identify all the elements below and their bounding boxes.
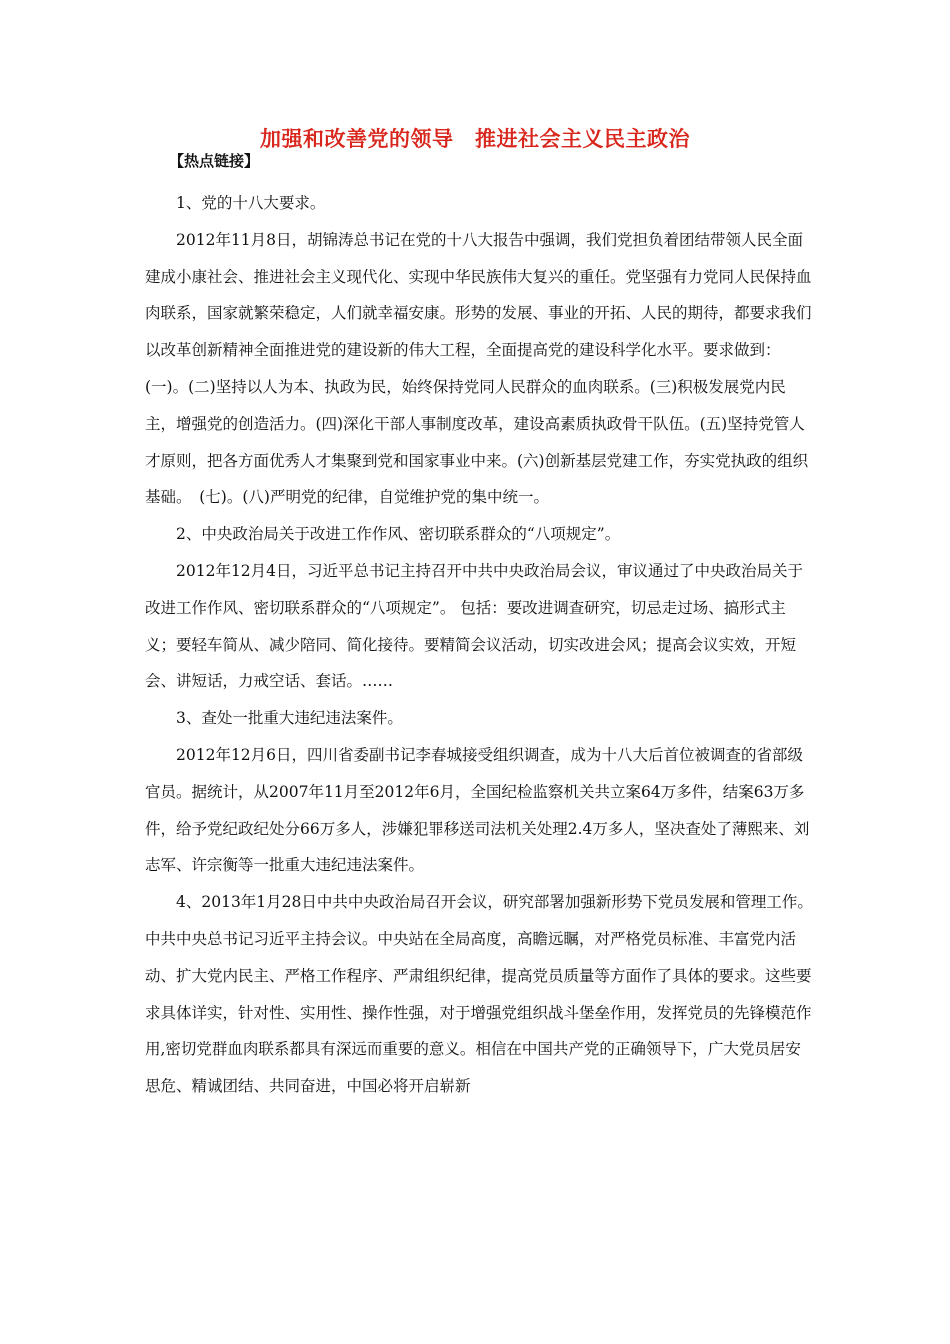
section-label: 【热点链接】 xyxy=(169,152,260,170)
paragraph-6: 2012年12月6日，四川省委副书记李春城接受组织调查，成为十八大后首位被调查的省部级官员。据统计，从2007年11月至2012年6月，全国纪检监察机关共立案64万多件，结案63万多件，给予党纪政纪处分66万多人，涉嫌犯罪移送司法机关处理2.4万多人，坚决查处了薄熙来、刘志军、许宗衡等一批重大违纪违法案件。 xyxy=(145,745,810,875)
paragraph-5: 3、查处一批重大违纪违法案件。 xyxy=(176,709,403,728)
paragraph-3: 2、中央政治局关于改进工作作风、密切联系群众的“八项规定”。 xyxy=(176,525,621,544)
document-title: 加强和改善党的领导 推进社会主义民主政治 xyxy=(260,127,690,151)
paragraph-4: 2012年12月4日，习近平总书记主持召开中共中央政治局会议，审议通过了中央政治局关于改进工作作风、密切联系群众的“八项规定”。 包括：要改进调查研究，切忌走过场、搞形式主义；要轻车简从、减少陪同、简化接待。要精简会议活动，切实改进会风；提高会议实效，开短会、讲短话，力戒空话、套话。…… xyxy=(145,561,804,691)
document-body xyxy=(145,185,815,1105)
paragraph-2: 2012年11月8日，胡锦涛总书记在党的十八大报告中强调，我们党担负着团结带领人民全面建成小康社会、推进社会主义现代化、实现中华民族伟大复兴的重任。党坚强有力党同人民保持血肉联系，国家就繁荣稳定，人们就幸福安康。形势的发展、事业的开拓、人民的期待，都要求我们以改革创新精神全面推进党的建设新的伟大工程，全面提高党的建设科学化水平。要求做到：(一)。(二)坚持以人为本、执政为民，始终保持党同人民群众的血肉联系。(三)积极发展党内民主，增强党的创造活力。(四)深化干部人事制度改革，建设高素质执政骨干队伍。(五)坚持党管人才原则，把各方面优秀人才集聚到党和国家事业中来。(六)创新基层党建工作，夯实党执政的组织基础。 (七)。(八)严明党的纪律，自觉维护党的集中统一。 xyxy=(145,230,812,507)
paragraph-1: 1、党的十八大要求。 xyxy=(176,194,326,212)
paragraph-7: 4、2013年1月28日中共中央政治局召开会议，研究部署加强新形势下党员发展和管理工作。中共中央总书记习近平主持会议。中央站在全局高度，高瞻远瞩，对严格党员标准、丰富党内活动、扩大党内民主、严格工作程序、严肃组织纪律，提高党员质量等方面作了具体的要求。这些要求具体详实，针对性、实用性、操作性强，对于增强党组织战斗堡垒作用，发挥党员的先锋模范作用,密切党群血肉联系都具有深远而重要的意义。相信在中国共产党的正确领导下，广大党员居安思危、精诚团结、共同奋进，中国必将开启崭新 xyxy=(145,893,813,1096)
